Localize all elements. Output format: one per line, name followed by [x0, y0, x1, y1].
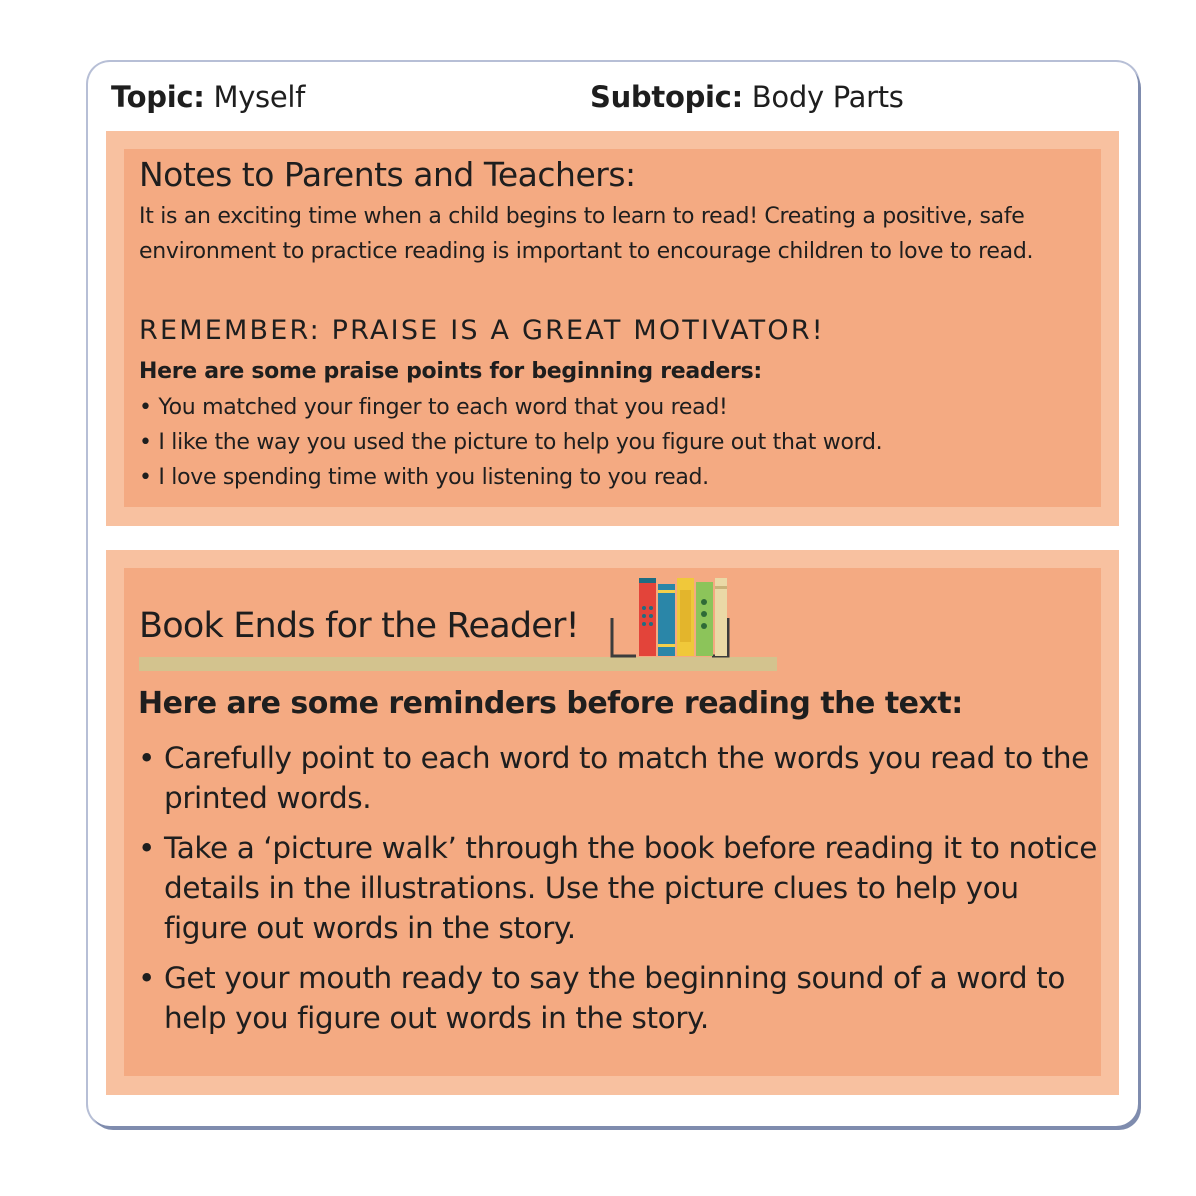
- subtopic-line: [590, 80, 904, 114]
- remember-heading: REMEMBER: PRAISE IS A GREAT MOTIVATOR!: [139, 315, 825, 346]
- notes-panel: [106, 131, 1119, 526]
- book-ends-panel-inner: [124, 568, 1101, 1076]
- notes-title: Notes to Parents and Teachers:: [139, 155, 636, 194]
- book-ends-panel: [106, 550, 1119, 1095]
- notes-intro: It is an exciting time when a child begins to learn to read! Creating a positive, safe environment to practice reading is important to encourage children to love to read.: [139, 204, 1034, 264]
- topic-value: Myself: [213, 80, 306, 114]
- list-item: • Take a ‘picture walk’ through the book before reading it to notice details in the illustrations. Use the picture clues to help you figure out words in the story.: [138, 831, 1097, 945]
- list-item: • Get your mouth ready to say the beginning sound of a word to help you figure out words in the story.: [138, 961, 1065, 1035]
- list-item: • You matched your finger to each word that you read!: [139, 395, 728, 420]
- list-item: • I love spending time with you listening to you read.: [139, 465, 709, 490]
- reminders-lead: Here are some reminders before reading the text:: [138, 686, 963, 721]
- notes-panel-inner: [124, 149, 1101, 507]
- topic-line: [111, 80, 305, 114]
- list-item: • I like the way you used the picture to help you figure out that word.: [139, 430, 883, 455]
- praise-lead: Here are some praise points for beginning readers:: [139, 359, 762, 384]
- subtopic-label: Subtopic:: [590, 80, 743, 114]
- list-item: • Carefully point to each word to match the words you read to the printed words.: [138, 741, 1089, 815]
- reminders-list: [138, 738, 1106, 1048]
- bookshelf-icon: [602, 574, 742, 660]
- subtopic-value: Body Parts: [751, 80, 904, 114]
- book-ends-title: Book Ends for the Reader!: [139, 606, 579, 646]
- praise-list: [139, 390, 882, 495]
- topic-label: Topic:: [111, 80, 205, 114]
